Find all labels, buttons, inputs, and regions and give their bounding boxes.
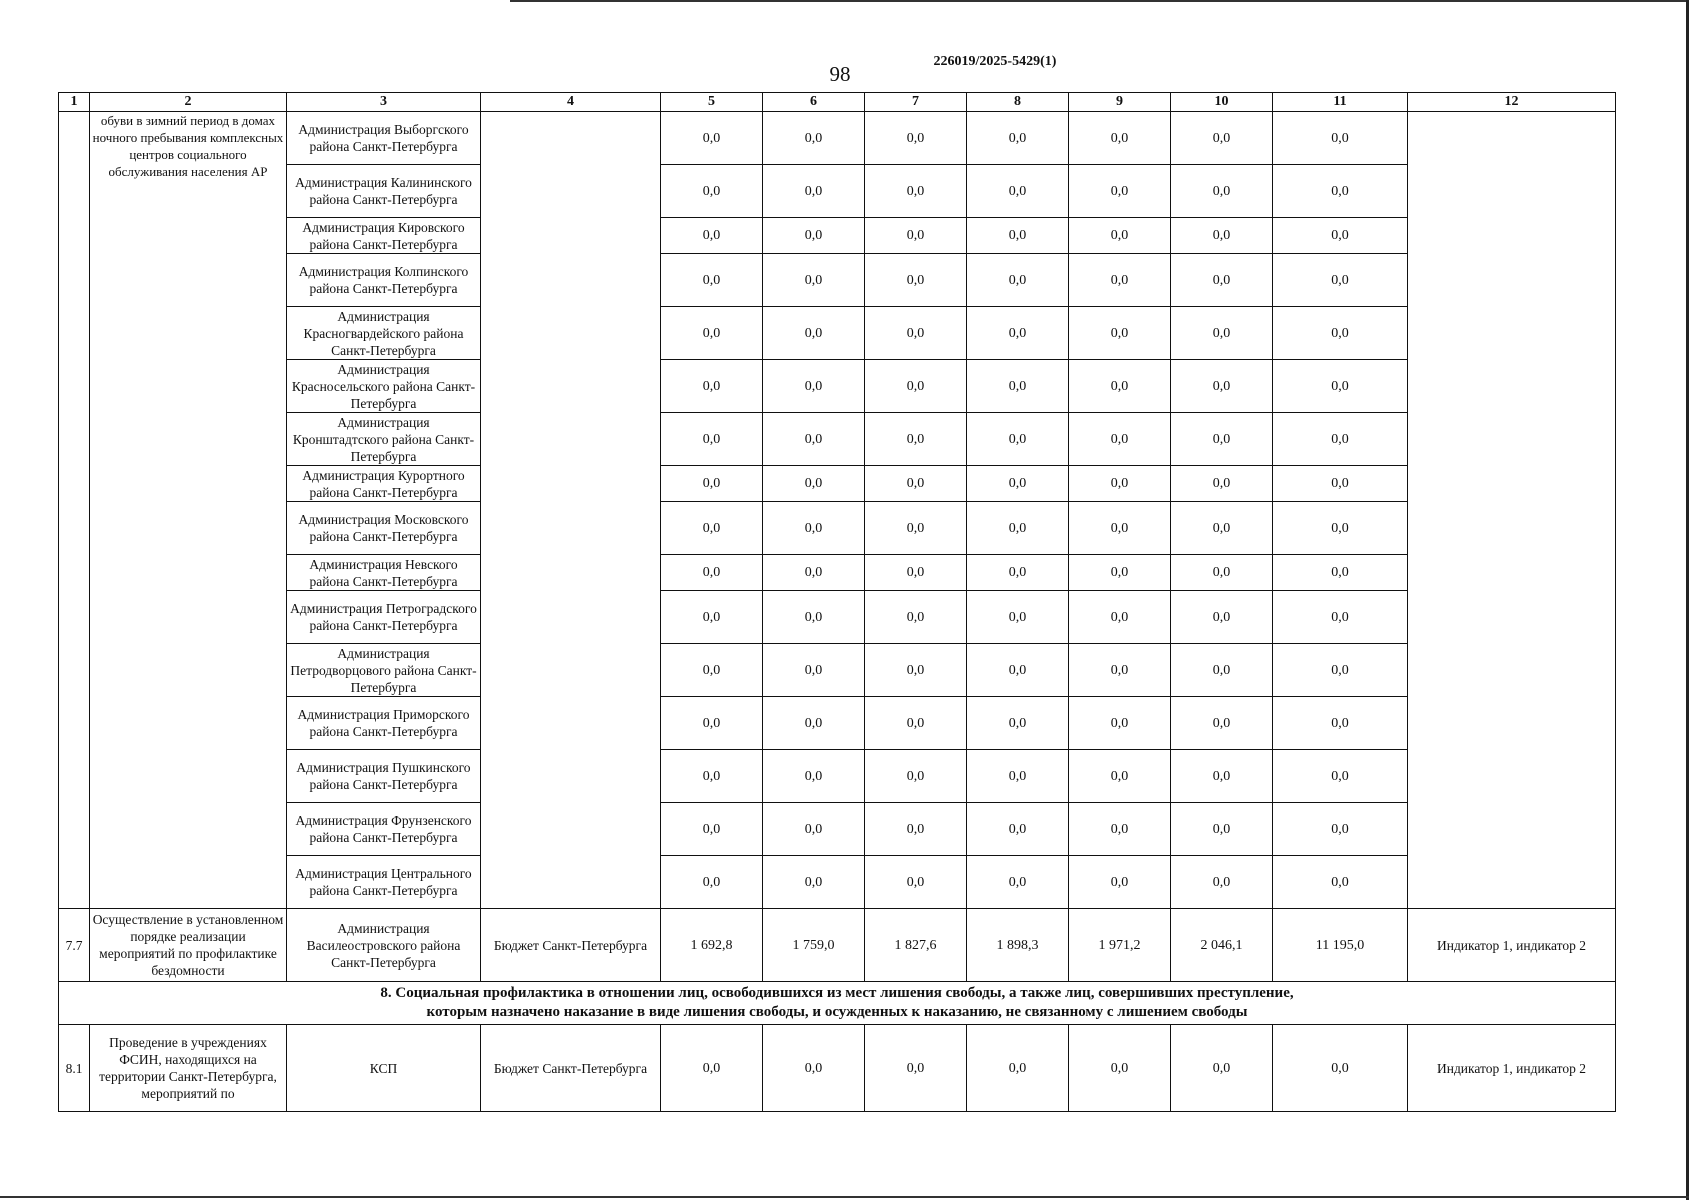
executor-cell: Администрация Красносельского района Санкт-Петербурга bbox=[287, 360, 481, 413]
value-cell-total: 0,0 bbox=[1273, 697, 1408, 750]
value-cell: 0,0 bbox=[1069, 466, 1171, 502]
value-cell: 0,0 bbox=[865, 254, 967, 307]
value-cell: 0,0 bbox=[1171, 856, 1273, 909]
table-row bbox=[59, 697, 1616, 750]
executor-cell: Администрация Невского района Санкт-Петербурга bbox=[287, 555, 481, 591]
value-cell: 0,0 bbox=[1171, 254, 1273, 307]
value-cell: 1 971,2 bbox=[1069, 909, 1171, 982]
value-cell: 0,0 bbox=[967, 750, 1069, 803]
value-cell: 0,0 bbox=[967, 502, 1069, 555]
value-cell: 0,0 bbox=[967, 856, 1069, 909]
value-cell-total: 0,0 bbox=[1273, 750, 1408, 803]
table-row bbox=[59, 750, 1616, 803]
column-header: 4 bbox=[481, 93, 661, 112]
value-cell: 0,0 bbox=[763, 502, 865, 555]
indicator-cell-empty bbox=[1408, 112, 1616, 909]
value-cell: 0,0 bbox=[661, 112, 763, 165]
column-header: 9 bbox=[1069, 93, 1171, 112]
value-cell: 0,0 bbox=[865, 555, 967, 591]
value-cell: 0,0 bbox=[763, 750, 865, 803]
value-cell: 0,0 bbox=[763, 413, 865, 466]
table-row bbox=[59, 360, 1616, 413]
document-code: 226019/2025-5429(1) bbox=[933, 54, 1057, 69]
executor-cell: Администрация Пушкинского района Санкт-Петербурга bbox=[287, 750, 481, 803]
value-cell: 0,0 bbox=[1069, 218, 1171, 254]
value-cell: 0,0 bbox=[661, 307, 763, 360]
item-description: Осуществление в установленном порядке реализации мероприятий по профилактике бездомности bbox=[90, 909, 287, 982]
value-cell: 0,0 bbox=[1069, 803, 1171, 856]
top-edge-rule bbox=[510, 0, 1689, 2]
value-cell: 0,0 bbox=[661, 360, 763, 413]
value-cell: 0,0 bbox=[967, 803, 1069, 856]
table-row bbox=[59, 856, 1616, 909]
value-cell: 0,0 bbox=[763, 165, 865, 218]
value-cell: 0,0 bbox=[661, 502, 763, 555]
item-number-empty bbox=[59, 112, 90, 909]
item-number: 7.7 bbox=[59, 909, 90, 982]
value-cell: 0,0 bbox=[1069, 697, 1171, 750]
column-header: 12 bbox=[1408, 93, 1616, 112]
value-cell: 0,0 bbox=[763, 466, 865, 502]
value-cell: 0,0 bbox=[661, 254, 763, 307]
value-cell: 0,0 bbox=[865, 803, 967, 856]
value-cell: 1 692,8 bbox=[661, 909, 763, 982]
executor-cell: Администрация Курортного района Санкт-Петербурга bbox=[287, 466, 481, 502]
table-row bbox=[59, 803, 1616, 856]
item-number: 8.1 bbox=[59, 1025, 90, 1112]
column-header: 10 bbox=[1171, 93, 1273, 112]
value-cell: 0,0 bbox=[865, 307, 967, 360]
value-cell: 0,0 bbox=[661, 803, 763, 856]
value-cell: 0,0 bbox=[967, 165, 1069, 218]
value-cell: 0,0 bbox=[763, 112, 865, 165]
value-cell: 0,0 bbox=[865, 697, 967, 750]
value-cell: 0,0 bbox=[1171, 697, 1273, 750]
value-cell-total: 0,0 bbox=[1273, 112, 1408, 165]
value-cell: 0,0 bbox=[1171, 555, 1273, 591]
value-cell-total: 0,0 bbox=[1273, 466, 1408, 502]
executor-cell: Администрация Петродворцового района Санкт-Петербурга bbox=[287, 644, 481, 697]
value-cell: 0,0 bbox=[1069, 555, 1171, 591]
value-cell: 0,0 bbox=[763, 307, 865, 360]
value-cell-total: 0,0 bbox=[1273, 254, 1408, 307]
column-header: 11 bbox=[1273, 93, 1408, 112]
value-cell: 0,0 bbox=[763, 1025, 865, 1112]
table-row bbox=[59, 413, 1616, 466]
value-cell-total: 0,0 bbox=[1273, 502, 1408, 555]
table-row bbox=[59, 591, 1616, 644]
value-cell: 0,0 bbox=[763, 697, 865, 750]
section-title-line-2: которым назначено наказание в виде лишения свободы, и осужденных к наказанию, не связанному с лишением свободы bbox=[426, 1004, 1248, 1020]
value-cell: 0,0 bbox=[763, 856, 865, 909]
value-cell: 0,0 bbox=[1171, 360, 1273, 413]
page-number: 98 bbox=[829, 62, 851, 86]
column-header: 5 bbox=[661, 93, 763, 112]
section-title bbox=[59, 982, 1616, 1025]
executor-cell: Администрация Фрунзенского района Санкт-Петербурга bbox=[287, 803, 481, 856]
value-cell: 0,0 bbox=[763, 644, 865, 697]
value-cell: 0,0 bbox=[1069, 644, 1171, 697]
value-cell: 0,0 bbox=[661, 218, 763, 254]
value-cell: 0,0 bbox=[1069, 307, 1171, 360]
value-cell: 0,0 bbox=[1171, 803, 1273, 856]
value-cell: 0,0 bbox=[1171, 112, 1273, 165]
value-cell: 0,0 bbox=[865, 165, 967, 218]
value-cell: 0,0 bbox=[1171, 502, 1273, 555]
value-cell: 0,0 bbox=[967, 644, 1069, 697]
value-cell-total: 0,0 bbox=[1273, 165, 1408, 218]
value-cell: 0,0 bbox=[865, 466, 967, 502]
value-cell: 0,0 bbox=[1171, 1025, 1273, 1112]
executor-cell: Администрация Центрального района Санкт-Петербурга bbox=[287, 856, 481, 909]
value-cell: 0,0 bbox=[763, 591, 865, 644]
column-header: 6 bbox=[763, 93, 865, 112]
indicator-cell: Индикатор 1, индикатор 2 bbox=[1408, 1025, 1616, 1112]
value-cell: 0,0 bbox=[763, 218, 865, 254]
indicator-cell: Индикатор 1, индикатор 2 bbox=[1408, 909, 1616, 982]
table-row-8-1 bbox=[59, 1025, 1616, 1112]
value-cell: 0,0 bbox=[763, 555, 865, 591]
value-cell: 0,0 bbox=[1171, 644, 1273, 697]
value-cell: 0,0 bbox=[661, 466, 763, 502]
item-description: обуви в зимний период в домах ночного пребывания комплексных центров социального обслуживания населения АР bbox=[90, 112, 287, 909]
value-cell: 0,0 bbox=[1069, 856, 1171, 909]
value-cell: 0,0 bbox=[1069, 1025, 1171, 1112]
funding-source: Бюджет Санкт-Петербурга bbox=[481, 909, 661, 982]
table-row-7-7 bbox=[59, 909, 1616, 982]
value-cell: 0,0 bbox=[967, 307, 1069, 360]
value-cell: 0,0 bbox=[1171, 218, 1273, 254]
column-header: 8 bbox=[967, 93, 1069, 112]
value-cell: 0,0 bbox=[865, 750, 967, 803]
table-row bbox=[59, 466, 1616, 502]
table-row bbox=[59, 112, 1616, 165]
value-cell: 0,0 bbox=[661, 591, 763, 644]
funding-source-empty bbox=[481, 112, 661, 909]
value-cell-total: 0,0 bbox=[1273, 644, 1408, 697]
value-cell: 0,0 bbox=[865, 413, 967, 466]
value-cell-total: 0,0 bbox=[1273, 413, 1408, 466]
column-header: 3 bbox=[287, 93, 481, 112]
executor-cell: Администрация Петроградского района Санкт-Петербурга bbox=[287, 591, 481, 644]
value-cell: 1 827,6 bbox=[865, 909, 967, 982]
value-cell: 0,0 bbox=[865, 1025, 967, 1112]
value-cell: 0,0 bbox=[865, 502, 967, 555]
value-cell: 0,0 bbox=[1069, 502, 1171, 555]
value-cell: 0,0 bbox=[661, 750, 763, 803]
column-header: 7 bbox=[865, 93, 967, 112]
value-cell-total: 0,0 bbox=[1273, 591, 1408, 644]
column-header: 1 bbox=[59, 93, 90, 112]
bottom-edge-rule bbox=[0, 1196, 1689, 1198]
value-cell: 1 898,3 bbox=[967, 909, 1069, 982]
value-cell: 0,0 bbox=[1069, 112, 1171, 165]
value-cell: 0,0 bbox=[763, 254, 865, 307]
value-cell: 0,0 bbox=[1069, 165, 1171, 218]
value-cell: 0,0 bbox=[661, 644, 763, 697]
executor-cell: Администрация Василеостровского района Санкт-Петербурга bbox=[287, 909, 481, 982]
value-cell: 0,0 bbox=[1069, 750, 1171, 803]
value-cell-total: 0,0 bbox=[1273, 803, 1408, 856]
executor-cell: Администрация Выборгского района Санкт-Петербурга bbox=[287, 112, 481, 165]
value-cell: 0,0 bbox=[865, 360, 967, 413]
value-cell-total: 0,0 bbox=[1273, 856, 1408, 909]
value-cell: 0,0 bbox=[1171, 591, 1273, 644]
value-cell: 2 046,1 bbox=[1171, 909, 1273, 982]
value-cell: 0,0 bbox=[967, 466, 1069, 502]
value-cell: 0,0 bbox=[763, 803, 865, 856]
value-cell: 0,0 bbox=[967, 555, 1069, 591]
column-number-row bbox=[59, 93, 1616, 112]
value-cell: 0,0 bbox=[865, 591, 967, 644]
table-row bbox=[59, 165, 1616, 218]
value-cell-total: 0,0 bbox=[1273, 307, 1408, 360]
table-row bbox=[59, 644, 1616, 697]
value-cell: 0,0 bbox=[865, 856, 967, 909]
value-cell: 0,0 bbox=[763, 360, 865, 413]
value-cell: 0,0 bbox=[967, 218, 1069, 254]
executor-cell: Администрация Приморского района Санкт-Петербурга bbox=[287, 697, 481, 750]
funding-source: Бюджет Санкт-Петербурга bbox=[481, 1025, 661, 1112]
value-cell: 0,0 bbox=[967, 254, 1069, 307]
value-cell: 0,0 bbox=[1171, 307, 1273, 360]
value-cell: 0,0 bbox=[1171, 413, 1273, 466]
value-cell: 0,0 bbox=[1069, 591, 1171, 644]
value-cell: 0,0 bbox=[967, 360, 1069, 413]
table-row bbox=[59, 555, 1616, 591]
column-header: 2 bbox=[90, 93, 287, 112]
section-header-row bbox=[59, 982, 1616, 1025]
value-cell: 0,0 bbox=[1171, 466, 1273, 502]
executor-cell: Администрация Калининского района Санкт-Петербурга bbox=[287, 165, 481, 218]
value-cell: 0,0 bbox=[967, 697, 1069, 750]
table-row bbox=[59, 307, 1616, 360]
executor-cell: Администрация Красногвардейского района Санкт-Петербурга bbox=[287, 307, 481, 360]
value-cell-total: 0,0 bbox=[1273, 555, 1408, 591]
item-description: Проведение в учреждениях ФСИН, находящихся на территории Санкт-Петербурга, мероприятий по bbox=[90, 1025, 287, 1112]
value-cell: 0,0 bbox=[661, 413, 763, 466]
executor-cell: Администрация Кировского района Санкт-Петербурга bbox=[287, 218, 481, 254]
value-cell: 0,0 bbox=[865, 112, 967, 165]
section-title-line-1: 8. Социальная профилактика в отношении лиц, освободившихся из мест лишения свободы, а также лиц, совершивших преступление, bbox=[380, 985, 1294, 1001]
value-cell: 0,0 bbox=[1069, 413, 1171, 466]
value-cell: 0,0 bbox=[865, 644, 967, 697]
value-cell-total: 0,0 bbox=[1273, 360, 1408, 413]
value-cell-total: 11 195,0 bbox=[1273, 909, 1408, 982]
executor-cell: Администрация Колпинского района Санкт-Петербурга bbox=[287, 254, 481, 307]
value-cell: 0,0 bbox=[967, 413, 1069, 466]
value-cell: 0,0 bbox=[661, 1025, 763, 1112]
executor-cell: КСП bbox=[287, 1025, 481, 1112]
value-cell: 0,0 bbox=[865, 218, 967, 254]
executor-cell: Администрация Московского района Санкт-Петербурга bbox=[287, 502, 481, 555]
value-cell: 0,0 bbox=[967, 591, 1069, 644]
value-cell: 0,0 bbox=[661, 856, 763, 909]
value-cell: 0,0 bbox=[1069, 254, 1171, 307]
value-cell: 0,0 bbox=[967, 1025, 1069, 1112]
budget-table bbox=[58, 92, 1616, 1112]
value-cell-total: 0,0 bbox=[1273, 218, 1408, 254]
value-cell: 0,0 bbox=[661, 697, 763, 750]
value-cell: 0,0 bbox=[661, 165, 763, 218]
table-row bbox=[59, 502, 1616, 555]
value-cell: 0,0 bbox=[1069, 360, 1171, 413]
value-cell: 0,0 bbox=[661, 555, 763, 591]
value-cell: 0,0 bbox=[1171, 750, 1273, 803]
value-cell: 0,0 bbox=[967, 112, 1069, 165]
table-row bbox=[59, 254, 1616, 307]
value-cell: 1 759,0 bbox=[763, 909, 865, 982]
table-row bbox=[59, 218, 1616, 254]
value-cell: 0,0 bbox=[1171, 165, 1273, 218]
value-cell-total: 0,0 bbox=[1273, 1025, 1408, 1112]
executor-cell: Администрация Кронштадтского района Санкт-Петербурга bbox=[287, 413, 481, 466]
